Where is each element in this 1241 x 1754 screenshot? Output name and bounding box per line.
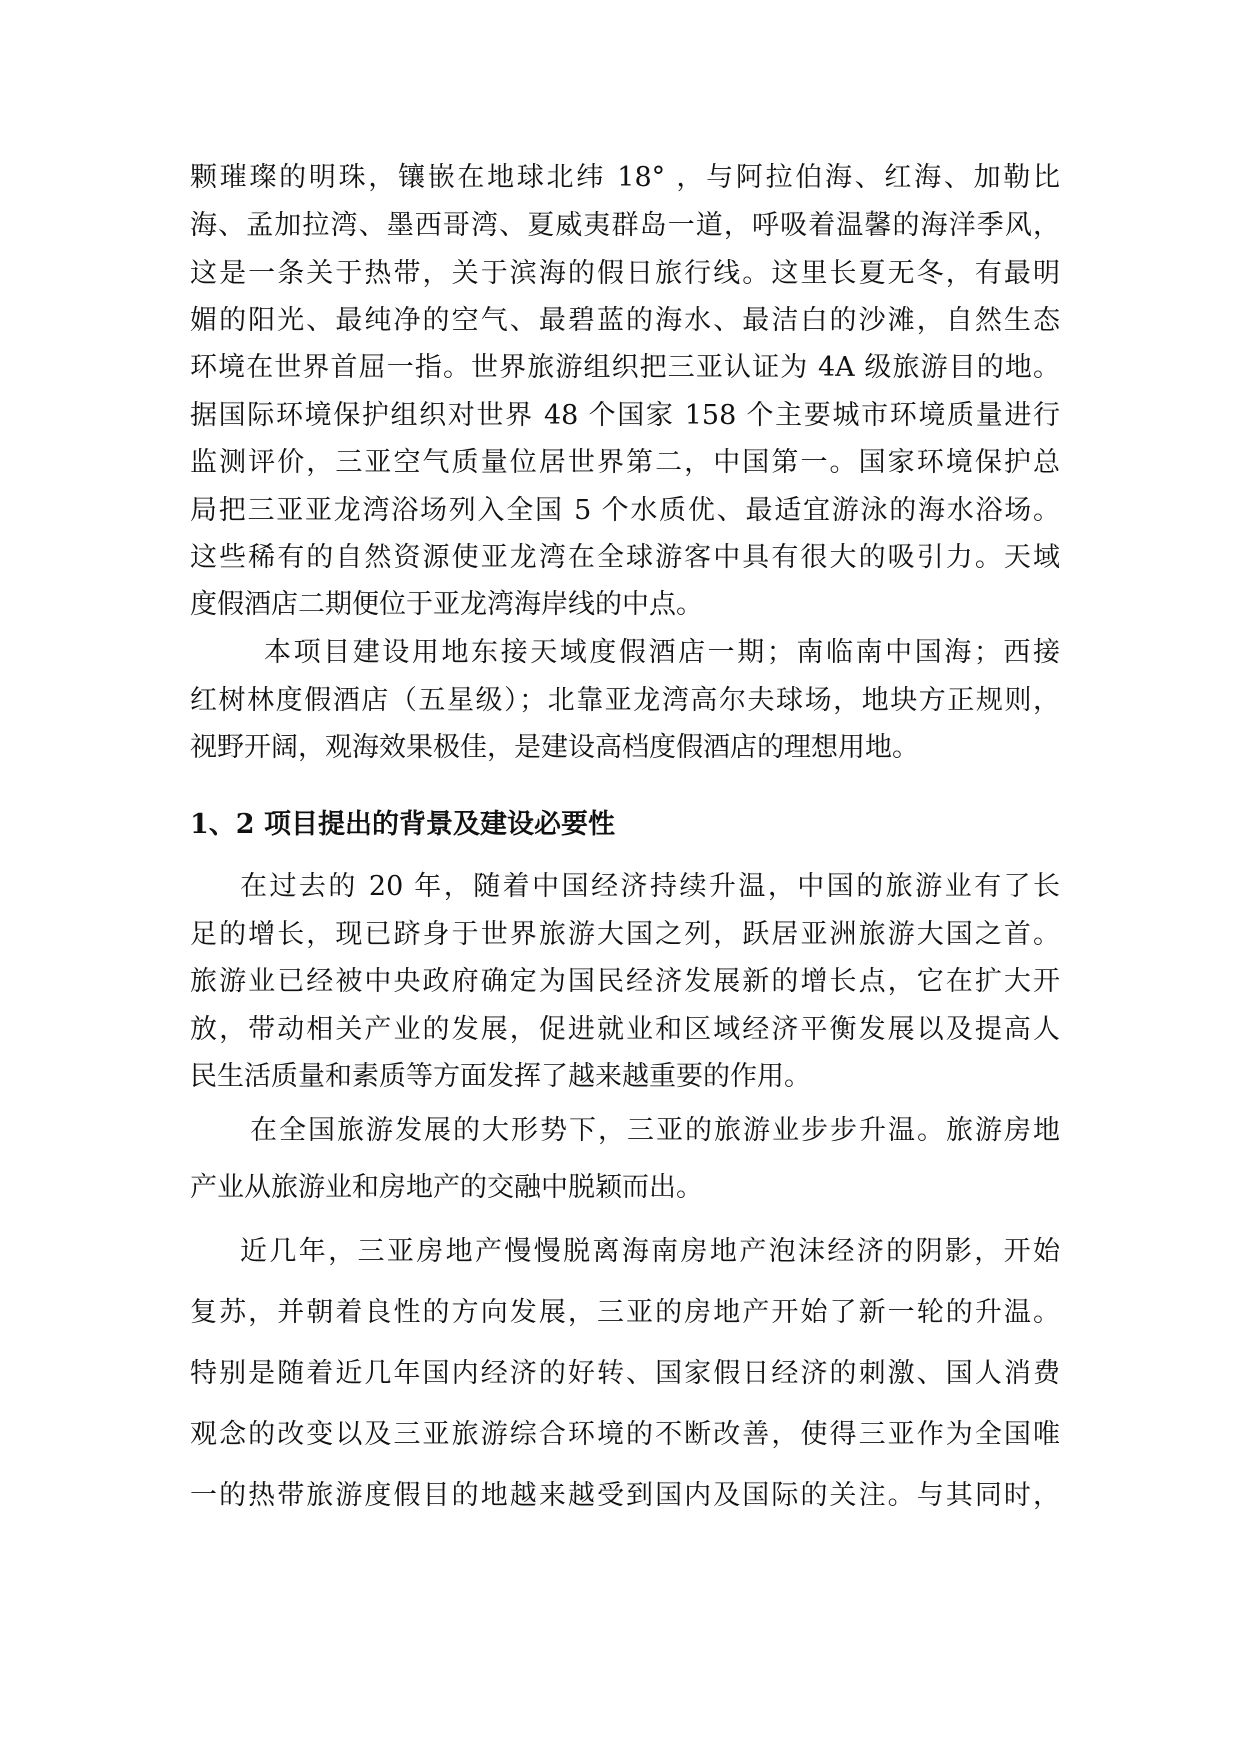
paragraph-2-line: 红树林度假酒店（五星级）；北靠亚龙湾高尔夫球场，地块方正规则， [190,685,1060,716]
paragraph-5-line: 复苏，并朝着良性的方向发展，三亚的房地产开始了新一轮的升温。 [190,1297,1060,1328]
paragraph-3-line: 在过去的 20 年，随着中国经济持续升温，中国的旅游业有了长 [240,871,1060,902]
paragraph-3-line: 民生活质量和素质等方面发挥了越来越重要的作用。 [190,1061,811,1092]
section-heading: 1、2 项目提出的背景及建设必要性 [190,809,615,840]
paragraph-1-line: 监测评价，三亚空气质量位居世界第二，中国第一。国家环境保护总 [190,447,1060,478]
paragraph-4-line: 产业从旅游业和房地产的交融中脱颖而出。 [190,1172,703,1203]
paragraph-1-line: 这些稀有的自然资源使亚龙湾在全球游客中具有很大的吸引力。天域 [190,542,1060,573]
paragraph-1-line: 环境在世界首屈一指。世界旅游组织把三亚认证为 4A 级旅游目的地。 [190,352,1060,383]
paragraph-1-line: 这是一条关于热带，关于滨海的假日旅行线。这里长夏无冬，有最明 [190,258,1060,289]
paragraph-1-line: 颗璀璨的明珠，镶嵌在地球北纬 18° ，与阿拉伯海、红海、加勒比 [190,162,1060,193]
paragraph-1-line: 海、孟加拉湾、墨西哥湾、夏威夷群岛一道，呼吸着温馨的海洋季风， [190,210,1060,241]
paragraph-1-line: 度假酒店二期便位于亚龙湾海岸线的中点。 [190,589,703,620]
paragraph-2-line: 视野开阔，观海效果极佳，是建设高档度假酒店的理想用地。 [190,732,919,763]
paragraph-1-line: 媚的阳光、最纯净的空气、最碧蓝的海水、最洁白的沙滩，自然生态 [190,305,1060,336]
paragraph-5-line: 观念的改变以及三亚旅游综合环境的不断改善，使得三亚作为全国唯 [190,1419,1060,1450]
paragraph-1-line: 据国际环境保护组织对世界 48 个国家 158 个主要城市环境质量进行 [190,400,1060,431]
paragraph-5-line: 近几年，三亚房地产慢慢脱离海南房地产泡沫经济的阴影，开始 [240,1236,1060,1267]
paragraph-1-line: 局把三亚亚龙湾浴场列入全国 5 个水质优、最适宜游泳的海水浴场。 [190,495,1060,526]
paragraph-5-line: 一的热带旅游度假目的地越来越受到国内及国际的关注。与其同时， [190,1480,1060,1511]
paragraph-5-line: 特别是随着近几年国内经济的好转、国家假日经济的刺激、国人消费 [190,1358,1060,1389]
paragraph-3-line: 足的增长，现已跻身于世界旅游大国之列，跃居亚洲旅游大国之首。 [190,919,1060,950]
paragraph-4-line: 在全国旅游发展的大形势下，三亚的旅游业步步升温。旅游房地 [250,1115,1060,1146]
paragraph-3-line: 放，带动相关产业的发展，促进就业和区域经济平衡发展以及提高人 [190,1014,1060,1045]
paragraph-2-line: 本项目建设用地东接天域度假酒店一期；南临南中国海；西接 [264,637,1060,668]
paragraph-3-line: 旅游业已经被中央政府确定为国民经济发展新的增长点，它在扩大开 [190,966,1060,997]
